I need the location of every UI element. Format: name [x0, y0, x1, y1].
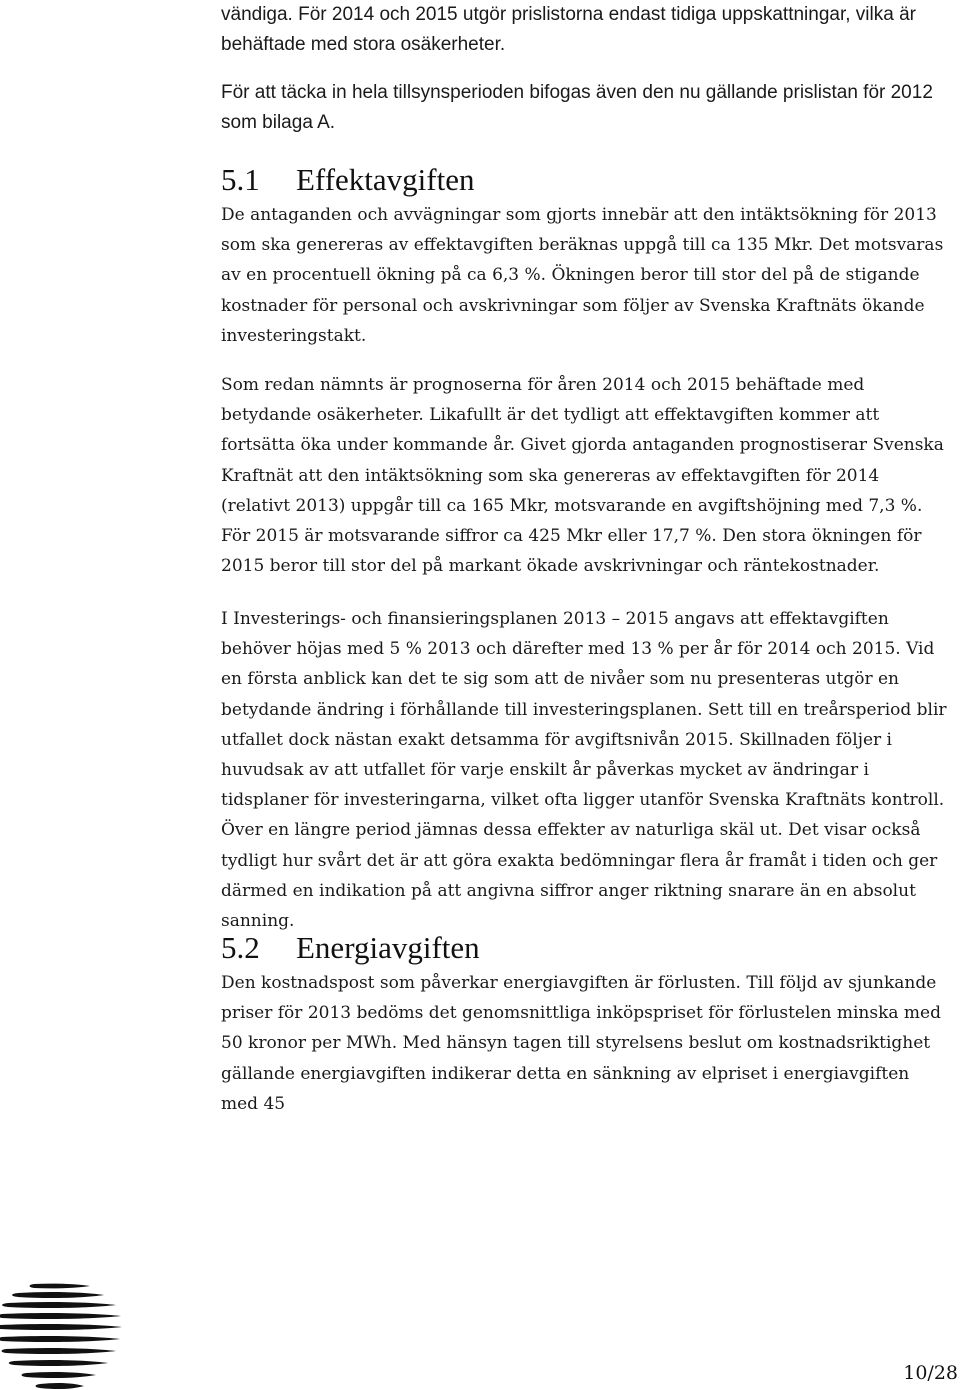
section-heading-5-1: [221, 162, 474, 198]
section-5-1-paragraph-2: Som redan nämnts är prognoserna för åren 2014 och 2015 behäftade med betydande osäkerheter. Likafullt är det tydligt att effektavgiften kommer att fortsätta öka under kommande år. Givet gjorda antaganden prognostiserar Svenska Kraftnät att den intäktsökning som ska genereras av effektavgiften för 2014 (relativt 2013) uppgår till ca 165 Mkr, motsvarande en avgiftshöjning med 7,3 %. För 2015 är motsvarande siffror ca 425 Mkr eller 17,7 %. Den stora ökningen för 2015 beror till stor del på markant ökade avskrivningar och räntekostnader.: [221, 375, 944, 577]
section-title: Energiavgiften: [296, 930, 480, 965]
section-number: 5.1: [221, 162, 260, 197]
intro-paragraph-1: vändiga. För 2014 och 2015 utgör prislistorna endast tidiga uppskattningar, vilka är behäftade med stora osäkerheter.: [221, 4, 916, 55]
section-5-1-paragraph-3: I Investerings- och finansieringsplanen 2013 – 2015 angavs att effektavgiften behöver höjas med 5 % 2013 och därefter med 13 % per år för 2014 och 2015. Vid en första anblick kan det te sig som att de nivåer som nu presenteras utgör en betydande ändring i förhållande till investeringsplanen. Sett till en treårsperiod blir utfallet dock nästan exakt detsamma för avgiftsnivån 2015. Skillnaden följer i huvudsak av att utfallet för varje enskilt år påverkas mycket av ändringar i tidsplaner för investeringarna, vilket ofta ligger utanför Svenska Kraftnäts kontroll. Över en längre period jämnas dessa effekter av naturliga skäl ut. Det visar också tydligt hur svårt det är att göra exakta bedömningar flera år framåt i tiden och ger därmed en indikation på att angivna siffror anger riktning snarare än en absolut sanning.: [221, 609, 947, 932]
section-5-2-paragraph-1: Den kostnadspost som påverkar energiavgiften är förlusten. Till följd av sjunkande priser för 2013 bedöms det genomsnittliga inköpspriset för förlustelen minska med 50 kronor per MWh. Med hänsyn tagen till styrelsens beslut om kostnadsriktighet gällande energiavgiften indikerar detta en sänkning av elpriset i energiavgiften med 45: [221, 973, 941, 1114]
section-number: 5.2: [221, 930, 260, 965]
page-number: 10/28: [903, 1362, 958, 1384]
intro-paragraph-2: För att täcka in hela tillsynsperioden bifogas även den nu gällande prislistan för 2012 som bilaga A.: [221, 82, 933, 133]
section-heading-5-2: [221, 930, 480, 966]
svenska-kraftnat-logo-icon: [0, 1283, 125, 1390]
section-5-1-paragraph-1: De antaganden och avvägningar som gjorts innebär att den intäktsökning för 2013 som ska genereras av effektavgiften beräknas uppgå till ca 135 Mkr. Det motsvaras av en procentuell ökning på ca 6,3 %. Ökningen beror till stor del på de stigande kostnader för personal och avskrivningar som följer av Svenska Kraftnäts ökande investeringstakt.: [221, 205, 944, 346]
section-title: Effektavgiften: [296, 162, 475, 197]
